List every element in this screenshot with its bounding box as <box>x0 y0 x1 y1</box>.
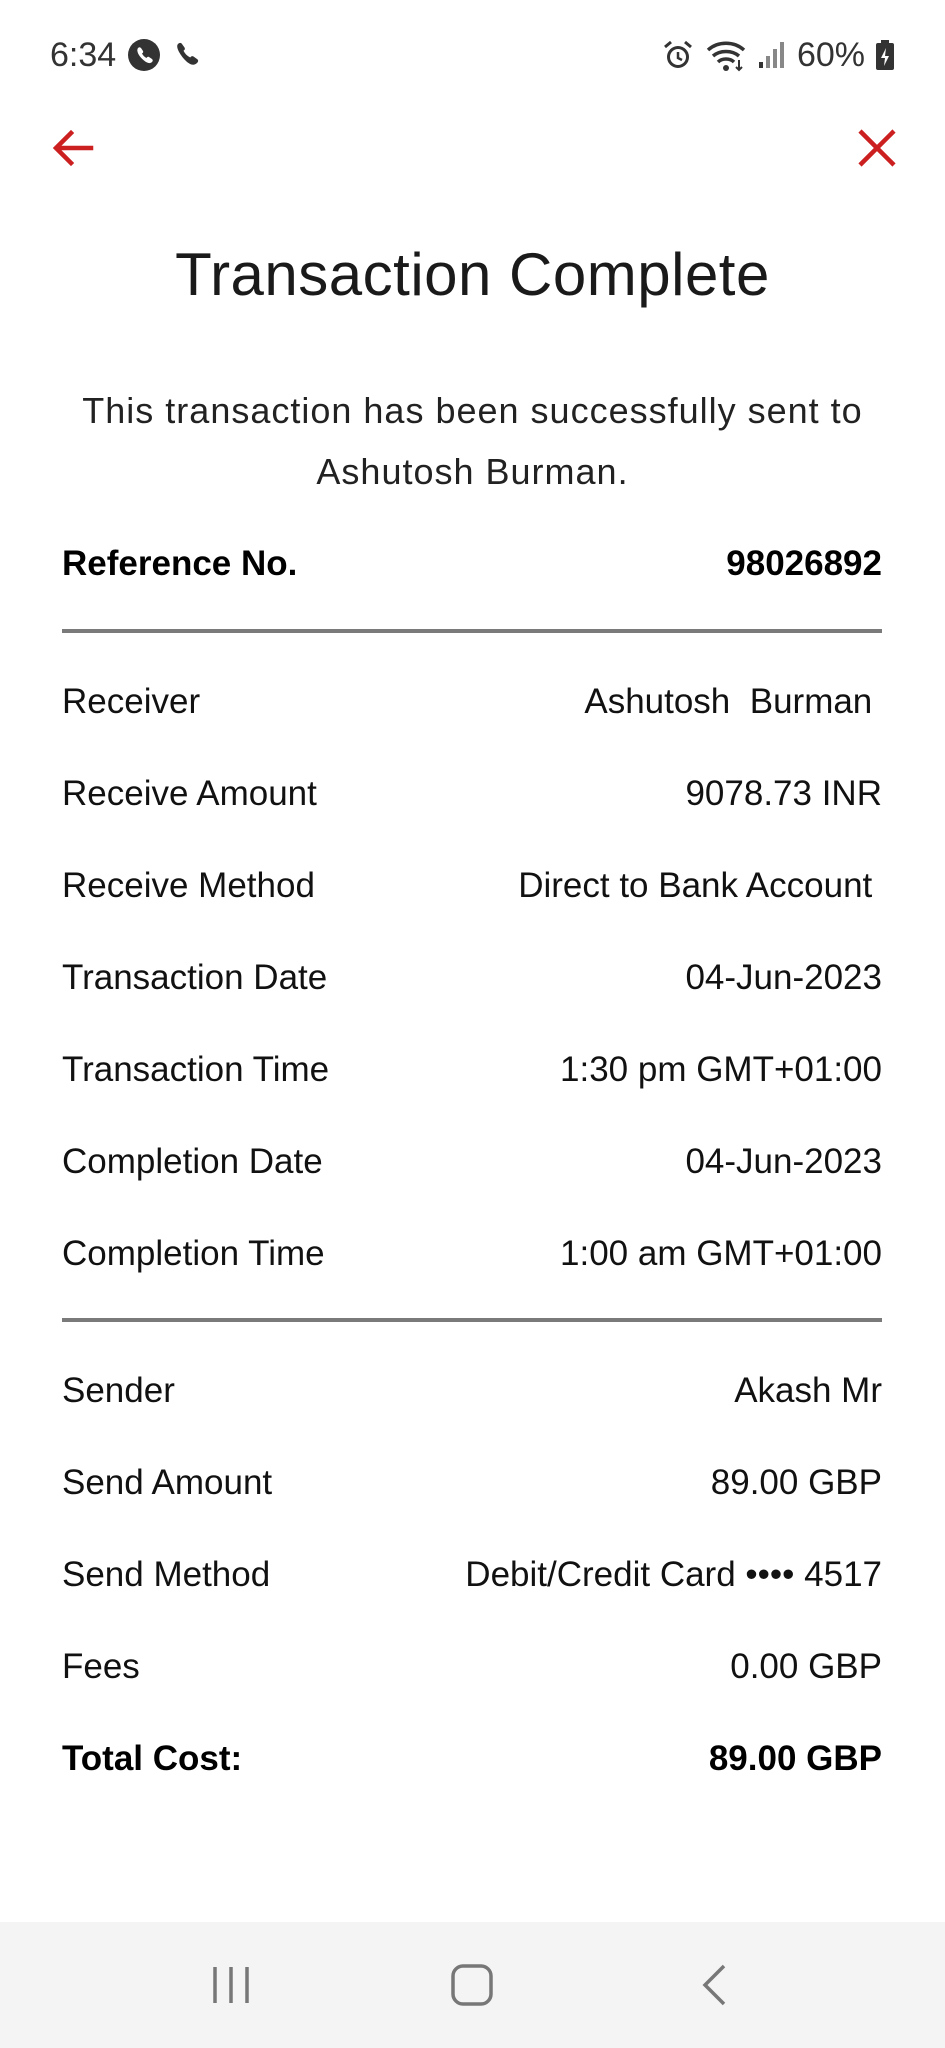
detail-label: Transaction Date <box>62 958 328 997</box>
nav-home-button[interactable] <box>432 1945 512 2025</box>
detail-label: Send Method <box>62 1555 271 1594</box>
detail-label: Fees <box>62 1647 140 1686</box>
whatsapp-call-icon <box>126 37 162 73</box>
reference-label: Reference No. <box>62 544 298 583</box>
detail-value: Ashutosh Burman <box>584 682 882 721</box>
divider <box>62 629 882 633</box>
detail-row-sender <box>62 1345 882 1437</box>
detail-row-receive-method <box>62 840 882 932</box>
status-time: 6:34 <box>50 35 117 74</box>
nav-back-button[interactable] <box>674 1945 754 2025</box>
total-cost-label: Total Cost: <box>62 1739 243 1778</box>
detail-row-transaction-time <box>62 1024 882 1116</box>
recents-icon <box>209 1963 253 2007</box>
detail-value: Direct to Bank Account <box>518 866 882 905</box>
status-right <box>661 36 895 75</box>
signal-icon <box>757 40 787 70</box>
detail-value: Akash Mr <box>734 1371 882 1410</box>
page-title: Transaction Complete <box>175 241 770 308</box>
arrow-left-icon <box>49 124 97 172</box>
phone-icon <box>172 40 202 70</box>
detail-row-send-amount <box>62 1437 882 1529</box>
wifi-icon <box>705 38 747 72</box>
detail-row-send-method <box>62 1529 882 1621</box>
system-nav-bar <box>0 1922 945 2048</box>
close-icon <box>855 126 899 170</box>
detail-label: Receive Amount <box>62 774 317 813</box>
detail-value: 89.00 GBP <box>710 1463 882 1502</box>
total-cost-row <box>62 1713 882 1805</box>
sender-section <box>62 1345 882 1805</box>
detail-value: 9078.73 INR <box>685 774 882 813</box>
divider <box>62 1318 882 1322</box>
detail-value: Debit/Credit Card •••• 4517 <box>465 1555 882 1594</box>
detail-value: 04-Jun-2023 <box>685 958 882 997</box>
detail-label: Completion Date <box>62 1142 323 1181</box>
detail-row-transaction-date <box>62 932 882 1024</box>
reference-value: 98026892 <box>726 544 882 583</box>
total-cost-value: 89.00 GBP <box>708 1739 882 1778</box>
reference-section <box>62 518 882 610</box>
detail-value: 1:30 pm GMT+01:00 <box>560 1050 882 1089</box>
battery-percent: 60% <box>796 35 865 74</box>
alarm-icon <box>661 38 695 72</box>
status-left <box>50 36 202 75</box>
battery-icon <box>875 39 895 71</box>
detail-value: 0.00 GBP <box>730 1647 882 1686</box>
page-subtitle: This transaction has been successfully sent to Ashutosh Burman. <box>82 390 863 492</box>
home-icon <box>449 1962 495 2008</box>
close-button[interactable] <box>849 120 905 176</box>
back-button[interactable] <box>45 120 101 176</box>
detail-value: 1:00 am GMT+01:00 <box>560 1234 882 1273</box>
detail-label: Sender <box>62 1371 175 1410</box>
detail-row-fees <box>62 1621 882 1713</box>
detail-label: Receiver <box>62 682 201 721</box>
detail-label: Receive Method <box>62 866 315 905</box>
back-chevron-icon <box>699 1962 729 2008</box>
detail-row-completion-time <box>62 1208 882 1300</box>
detail-row-completion-date <box>62 1116 882 1208</box>
detail-value: 04-Jun-2023 <box>685 1142 882 1181</box>
status-bar <box>0 0 945 110</box>
detail-label: Completion Time <box>62 1234 325 1273</box>
detail-row-receiver <box>62 656 882 748</box>
detail-label: Send Amount <box>62 1463 273 1502</box>
receiver-section <box>62 656 882 1300</box>
detail-label: Transaction Time <box>62 1050 330 1089</box>
detail-row-receive-amount <box>62 748 882 840</box>
nav-recents-button[interactable] <box>191 1945 271 2025</box>
reference-row <box>62 518 882 610</box>
